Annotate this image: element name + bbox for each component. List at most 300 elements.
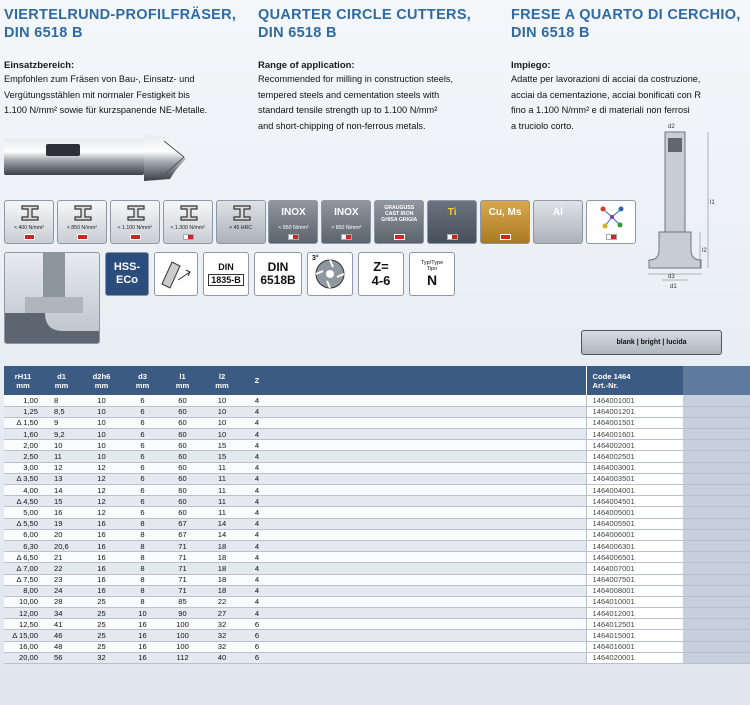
rating-marker xyxy=(288,234,299,240)
cell-l1: 60 xyxy=(163,462,202,473)
cell-d2: 10 xyxy=(81,406,122,417)
cell-l1: 71 xyxy=(163,552,202,563)
article-number: 1464001601 xyxy=(592,429,635,439)
cell-d2: 25 xyxy=(81,630,122,641)
cell-code xyxy=(586,608,683,619)
cell-z: 6 xyxy=(242,652,272,663)
article-number: 1464002001 xyxy=(592,440,635,450)
row-spacer xyxy=(272,563,586,574)
cell-d1: 19 xyxy=(42,518,81,529)
cell-l1: 60 xyxy=(163,496,202,507)
table-row xyxy=(4,585,750,596)
row-spacer xyxy=(272,630,586,641)
cell-d1: 8,5 xyxy=(42,406,81,417)
cell-d1: 34 xyxy=(42,608,81,619)
row-extra xyxy=(683,473,750,484)
cell-z: 6 xyxy=(242,630,272,641)
cell-d3: 16 xyxy=(122,619,163,630)
row-extra xyxy=(683,596,750,607)
cell-d2: 25 xyxy=(81,608,122,619)
col-header-spacer xyxy=(272,366,586,395)
material-icon-1300 xyxy=(163,200,213,244)
cell-l2: 22 xyxy=(202,596,242,607)
cell-d3: 16 xyxy=(122,652,163,663)
material-label: < 850 N/mm² xyxy=(66,225,97,231)
table-row xyxy=(4,630,750,641)
material-label: < 850 N/mm² xyxy=(278,225,309,231)
cell-r: Δ 6,50 xyxy=(4,552,42,563)
article-number: 1464020001 xyxy=(592,653,635,663)
hss-eco-badge xyxy=(105,252,149,296)
row-spacer xyxy=(272,507,586,518)
material-icon-hrc xyxy=(216,200,266,244)
article-number: 1464004501 xyxy=(592,496,635,506)
cell-l1: 60 xyxy=(163,406,202,417)
col-header-l1 xyxy=(163,366,202,395)
cell-r: 2,50 xyxy=(4,451,42,462)
material-icon-row xyxy=(4,200,639,244)
title-en: QUARTER CIRCLE CUTTERS, xyxy=(258,7,472,23)
cell-code xyxy=(586,552,683,563)
cell-z: 4 xyxy=(242,608,272,619)
cell-d1: 16 xyxy=(42,507,81,518)
cell-d2: 16 xyxy=(81,518,122,529)
cell-z: 4 xyxy=(242,552,272,563)
steel-beam-icon xyxy=(19,204,41,222)
hss-label: HSS- xyxy=(113,261,141,273)
col-header-z xyxy=(242,366,272,395)
cell-d3: 6 xyxy=(122,440,163,451)
cell-l2: 18 xyxy=(202,574,242,585)
composite-material-icon xyxy=(599,205,625,229)
text-line: Adatte per lavorazioni di acciai da costruzione, xyxy=(511,74,701,84)
table-row xyxy=(4,507,750,518)
table-row xyxy=(4,518,750,529)
cell-l1: 60 xyxy=(163,451,202,462)
cell-d3: 8 xyxy=(122,552,163,563)
z-label: Z= xyxy=(373,259,389,274)
cell-d3: 6 xyxy=(122,406,163,417)
row-spacer xyxy=(272,529,586,540)
cell-d1: 10 xyxy=(42,440,81,451)
col-header-extra xyxy=(683,366,750,395)
cell-d2: 10 xyxy=(81,395,122,406)
cell-r: 20,00 xyxy=(4,652,42,663)
table-row xyxy=(4,574,750,585)
article-number: 1464006301 xyxy=(592,541,635,551)
cell-d2: 12 xyxy=(81,462,122,473)
row-extra xyxy=(683,619,750,630)
cell-z: 4 xyxy=(242,540,272,551)
cell-code xyxy=(586,496,683,507)
cell-code xyxy=(586,585,683,596)
title2-de: DIN 6518 B xyxy=(4,25,83,41)
subtitle-en: Range of application: xyxy=(258,60,355,71)
row-spacer xyxy=(272,641,586,652)
cell-d3: 6 xyxy=(122,395,163,406)
cell-z: 4 xyxy=(242,395,272,406)
col-header-d1 xyxy=(42,366,81,395)
cell-code xyxy=(586,507,683,518)
table-row xyxy=(4,608,750,619)
row-extra xyxy=(683,429,750,440)
din-6518b-badge xyxy=(254,252,302,296)
cell-r: 6,30 xyxy=(4,540,42,551)
cell-l2: 32 xyxy=(202,641,242,652)
teeth-count-badge xyxy=(358,252,404,296)
cell-d1: 41 xyxy=(42,619,81,630)
row-spacer xyxy=(272,540,586,551)
table-row xyxy=(4,473,750,484)
tipo-label: Tipo xyxy=(426,266,438,272)
inox-over-850-icon xyxy=(321,200,371,244)
article-number: 1464001001 xyxy=(592,395,635,405)
cell-d3: 8 xyxy=(122,574,163,585)
profile-cut-icon xyxy=(5,253,100,344)
article-number: 1464003501 xyxy=(592,474,635,484)
row-extra xyxy=(683,585,750,596)
col-header-l2 xyxy=(202,366,242,395)
cell-r: Δ 3,50 xyxy=(4,473,42,484)
text-de xyxy=(4,72,249,119)
row-extra xyxy=(683,641,750,652)
table-row xyxy=(4,395,750,406)
rating-marker xyxy=(77,234,88,240)
cell-l1: 112 xyxy=(163,652,202,663)
cell-r: 1,25 xyxy=(4,406,42,417)
cell-code xyxy=(586,485,683,496)
cell-code xyxy=(586,630,683,641)
cell-d1: 14 xyxy=(42,485,81,496)
eco-label: ECo xyxy=(116,274,138,286)
cell-d1: 11 xyxy=(42,451,81,462)
article-number: 1464010001 xyxy=(592,597,635,607)
cell-d3: 6 xyxy=(122,451,163,462)
cell-r: Δ 4,50 xyxy=(4,496,42,507)
cell-d1: 28 xyxy=(42,596,81,607)
cell-l1: 60 xyxy=(163,485,202,496)
cell-z: 4 xyxy=(242,596,272,607)
table-row xyxy=(4,619,750,630)
material-label: > 850 N/mm² xyxy=(331,225,362,231)
col-unit: mm xyxy=(54,380,69,390)
d3-label: d3 xyxy=(668,274,675,280)
cell-d2: 25 xyxy=(81,596,122,607)
angle-label: 3° xyxy=(312,255,319,262)
cell-d3: 8 xyxy=(122,563,163,574)
rating-marker xyxy=(606,234,617,240)
cell-r: Δ 15,00 xyxy=(4,630,42,641)
inox-850-icon xyxy=(268,200,318,244)
material-label: < 400 N/mm² xyxy=(13,225,45,231)
rating-marker xyxy=(24,234,35,240)
cell-z: 4 xyxy=(242,473,272,484)
row-spacer xyxy=(272,608,586,619)
rating-marker xyxy=(394,234,405,240)
cutter-tool-image xyxy=(4,127,192,193)
cell-z: 4 xyxy=(242,485,272,496)
cell-code xyxy=(586,417,683,428)
row-spacer xyxy=(272,462,586,473)
cell-l2: 11 xyxy=(202,485,242,496)
col-unit: mm xyxy=(135,380,150,390)
cell-code xyxy=(586,429,683,440)
row-extra xyxy=(683,552,750,563)
cell-z: 6 xyxy=(242,641,272,652)
cell-d2: 10 xyxy=(81,451,122,462)
cell-r: 3,00 xyxy=(4,462,42,473)
col-unit: mm xyxy=(16,380,30,390)
material-name: INOX xyxy=(334,207,359,218)
cell-r: 1,00 xyxy=(4,395,42,406)
row-spacer xyxy=(272,552,586,563)
cell-l2: 27 xyxy=(202,608,242,619)
header-it xyxy=(511,6,741,42)
z-value: 4-6 xyxy=(371,273,391,288)
type-badge xyxy=(409,252,455,296)
cell-l1: 100 xyxy=(163,619,202,630)
col-unit: mm xyxy=(94,380,109,390)
cell-r: 8,00 xyxy=(4,585,42,596)
row-spacer xyxy=(272,485,586,496)
cell-z: 4 xyxy=(242,462,272,473)
row-extra xyxy=(683,608,750,619)
rake-angle-icon xyxy=(307,252,353,296)
type-label: Typ/Type xyxy=(420,260,444,266)
table-row xyxy=(4,563,750,574)
cell-z: 4 xyxy=(242,406,272,417)
din-label: DIN xyxy=(267,260,289,274)
row-extra xyxy=(683,440,750,451)
article-number: 1464007001 xyxy=(592,563,635,573)
cell-d1: 23 xyxy=(42,574,81,585)
material-icon-850 xyxy=(57,200,107,244)
text-line: 1.100 N/mm² sowie für kurzspanende NE-Metalle. xyxy=(4,105,208,115)
din-1835-label: 1835-B xyxy=(208,274,244,286)
rating-marker xyxy=(183,234,194,240)
cell-d1: 56 xyxy=(42,652,81,663)
cell-code xyxy=(586,451,683,462)
col-header-d2 xyxy=(81,366,122,395)
cell-r: 6,00 xyxy=(4,529,42,540)
cell-l2: 18 xyxy=(202,585,242,596)
cutter-section-icon xyxy=(313,257,347,291)
table-row xyxy=(4,641,750,652)
cell-z: 4 xyxy=(242,529,272,540)
col-label: d1 xyxy=(57,371,66,381)
cell-r: 4,00 xyxy=(4,485,42,496)
cell-l1: 71 xyxy=(163,585,202,596)
cell-d2: 16 xyxy=(81,552,122,563)
cell-r: 5,00 xyxy=(4,507,42,518)
d1-label: d1 xyxy=(670,284,677,290)
cell-z: 6 xyxy=(242,619,272,630)
cell-d3: 6 xyxy=(122,429,163,440)
cell-l1: 71 xyxy=(163,540,202,551)
steel-beam-icon xyxy=(178,204,200,222)
cell-code xyxy=(586,619,683,630)
text-line: Empfohlen zum Fräsen von Bau-, Einsatz- und xyxy=(4,74,195,84)
cell-d2: 12 xyxy=(81,473,122,484)
row-spacer xyxy=(272,652,586,663)
cell-r: 12,00 xyxy=(4,608,42,619)
cell-d3: 8 xyxy=(122,596,163,607)
cell-d2: 25 xyxy=(81,619,122,630)
cell-d1: 9,2 xyxy=(42,429,81,440)
article-number: 1464012501 xyxy=(592,619,635,629)
cell-d2: 16 xyxy=(81,574,122,585)
material-name: Al xyxy=(552,207,563,218)
article-number: 1464001201 xyxy=(592,407,635,417)
cell-l1: 100 xyxy=(163,641,202,652)
aluminium-icon xyxy=(533,200,583,244)
din-6518b-label: 6518B xyxy=(260,273,296,287)
article-number: 1464012001 xyxy=(592,608,635,618)
type-value: N xyxy=(426,272,438,288)
title2-it: DIN 6518 B xyxy=(511,25,590,41)
cell-d1: 22 xyxy=(42,563,81,574)
cell-l2: 14 xyxy=(202,518,242,529)
article-number: 1464005001 xyxy=(592,507,635,517)
col-label: rH11 xyxy=(14,371,32,381)
steel-beam-icon xyxy=(125,204,147,222)
cell-r: Δ 7,00 xyxy=(4,563,42,574)
subtitle-it: Impiego: xyxy=(511,60,551,71)
row-spacer xyxy=(272,574,586,585)
cell-d1: 20,6 xyxy=(42,540,81,551)
article-number: 1464006001 xyxy=(592,530,635,540)
cell-d3: 6 xyxy=(122,417,163,428)
cell-l2: 15 xyxy=(202,451,242,462)
cell-r: 16,00 xyxy=(4,641,42,652)
cell-code xyxy=(586,473,683,484)
cell-l2: 15 xyxy=(202,440,242,451)
cell-l2: 11 xyxy=(202,496,242,507)
cast-iron-icon xyxy=(374,200,424,244)
cell-d1: 21 xyxy=(42,552,81,563)
table-row xyxy=(4,496,750,507)
cell-code xyxy=(586,440,683,451)
cell-z: 4 xyxy=(242,518,272,529)
cell-d2: 12 xyxy=(81,496,122,507)
article-number: 1464008001 xyxy=(592,586,635,596)
din-label: DIN xyxy=(218,262,234,272)
row-spacer xyxy=(272,451,586,462)
col-label: l1 xyxy=(179,371,186,381)
row-spacer xyxy=(272,395,586,406)
cell-d1: 13 xyxy=(42,473,81,484)
article-number: 1464016001 xyxy=(592,642,635,652)
cell-d1: 48 xyxy=(42,641,81,652)
cell-z: 4 xyxy=(242,496,272,507)
product-table xyxy=(4,366,750,664)
header-de xyxy=(4,6,236,42)
row-extra xyxy=(683,485,750,496)
material-name: Ti xyxy=(447,207,457,218)
article-number: 1464003001 xyxy=(592,463,635,473)
col-header-d3 xyxy=(122,366,163,395)
cell-code xyxy=(586,406,683,417)
cell-d3: 6 xyxy=(122,485,163,496)
cell-z: 4 xyxy=(242,451,272,462)
text-line: Vergütungsstählen mit normaler Festigkeit bis xyxy=(4,89,190,100)
cell-d3: 6 xyxy=(122,496,163,507)
copper-brass-icon xyxy=(480,200,530,244)
cell-l2: 32 xyxy=(202,619,242,630)
title-it: FRESE A QUARTO DI CERCHIO, xyxy=(511,7,741,23)
material-label: < 1.300 N/mm² xyxy=(170,225,205,231)
cell-d2: 12 xyxy=(81,507,122,518)
cell-code xyxy=(586,641,683,652)
text-line: a truciolo corto. xyxy=(511,120,574,131)
cell-l2: 18 xyxy=(202,563,242,574)
cell-d2: 16 xyxy=(81,563,122,574)
cell-code xyxy=(586,596,683,607)
row-extra xyxy=(683,529,750,540)
article-number: 1464015001 xyxy=(592,631,635,641)
title2-en: DIN 6518 B xyxy=(258,25,337,41)
cell-d2: 32 xyxy=(81,652,122,663)
row-extra xyxy=(683,395,750,406)
cell-d1: 15 xyxy=(42,496,81,507)
row-extra xyxy=(683,563,750,574)
row-extra xyxy=(683,417,750,428)
cell-l1: 71 xyxy=(163,563,202,574)
cell-d1: 24 xyxy=(42,585,81,596)
cell-code xyxy=(586,540,683,551)
cell-l2: 40 xyxy=(202,652,242,663)
row-spacer xyxy=(272,518,586,529)
cell-d3: 6 xyxy=(122,507,163,518)
profile-illustration xyxy=(4,252,100,344)
cell-l2: 11 xyxy=(202,507,242,518)
row-extra xyxy=(683,507,750,518)
cell-l1: 85 xyxy=(163,596,202,607)
article-number: 1464001501 xyxy=(592,418,635,428)
row-extra xyxy=(683,406,750,417)
cell-l1: 60 xyxy=(163,440,202,451)
row-extra xyxy=(683,574,750,585)
cell-l2: 18 xyxy=(202,540,242,551)
title-de: VIERTELRUND-PROFILFRÄSER, xyxy=(4,7,237,23)
cell-code xyxy=(586,563,683,574)
cell-d1: 12 xyxy=(42,462,81,473)
cell-l1: 60 xyxy=(163,417,202,428)
cell-d2: 25 xyxy=(81,641,122,652)
cell-code xyxy=(586,395,683,406)
cell-l2: 10 xyxy=(202,417,242,428)
material-name: Cu, Ms xyxy=(488,207,522,218)
row-extra xyxy=(683,540,750,551)
table-row xyxy=(4,552,750,563)
cell-d1: 46 xyxy=(42,630,81,641)
cell-l1: 100 xyxy=(163,630,202,641)
cell-d2: 10 xyxy=(81,417,122,428)
tool-spec-row xyxy=(4,252,460,344)
cell-d3: 6 xyxy=(122,473,163,484)
table-row xyxy=(4,529,750,540)
cell-z: 4 xyxy=(242,574,272,585)
cell-code xyxy=(586,529,683,540)
cell-code xyxy=(586,462,683,473)
cell-d1: 9 xyxy=(42,417,81,428)
row-spacer xyxy=(272,440,586,451)
cell-z: 4 xyxy=(242,585,272,596)
text-line: Recommended for milling in construction steels, xyxy=(258,74,454,84)
row-spacer xyxy=(272,585,586,596)
cell-d2: 16 xyxy=(81,585,122,596)
col-header-r xyxy=(4,366,42,395)
